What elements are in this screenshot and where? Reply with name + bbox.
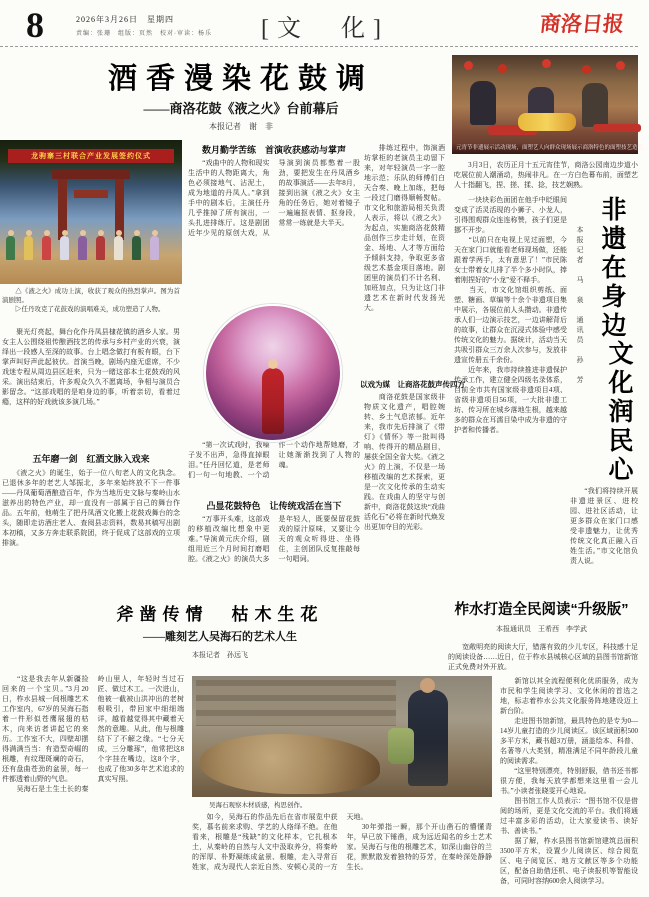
main-subhead-1: 数月勤学苦练 首演收获感动与掌声 (201, 145, 346, 155)
visitor-figures (470, 81, 496, 125)
performer-figure (132, 236, 141, 260)
main-subhead-3: 以戏为媒 让商洛花鼓声传四方 (360, 380, 465, 389)
reading-byline: 本报通讯员 王希西 李学武 (496, 625, 587, 633)
main-subhead-left: 五年磨一剑 红酒文脉入戏来 (32, 454, 150, 464)
page-number: 8 (26, 5, 44, 45)
header-divider (0, 46, 638, 47)
page-credits: 责编：张珊 组版：页然 校对·审读：杨乐 (76, 31, 212, 37)
carving-byline: 本报记者 孙远飞 (192, 651, 248, 659)
workshop-photo-caption: 吴海石观察木材质感，构思创作。 (196, 802, 307, 809)
carver-figure (408, 690, 448, 786)
carving-subtitle: ——雕刻艺人吴海石的艺术人生 (143, 631, 297, 643)
performer-figure (114, 236, 123, 260)
performer-figure (150, 236, 159, 260)
festival-photo-caption: 元宵节非遗展示活动现场，面塑艺人向群众现场展示商洛特色的面塑技艺造型。 (452, 143, 638, 154)
stage-photo-caption: △《液之火》成功上演，收获了观众的热烈掌声。图为首演剧照。 ▷任丹攻克了花鼓戏的演唱难关，成功塑造了人物。 (2, 288, 180, 313)
actress-circular-photo (204, 304, 342, 442)
heritage-right-column: “我们将持续开展非遗进景区、进校园、进社区活动，让更多群众在家门口感受非遗魅力，让优秀传统文化真正融入百姓生活。”市文化馆负责人说。 (570, 487, 638, 565)
heritage-vertical-title-1: 非遗在身边 (598, 196, 626, 341)
reading-text-column: 新馆以其全流程便利化优质服务，成为市民和学生阅读学习、文化休闲的首选之地，标志着柞水公共文化服务阵地建设迈上新台阶。 走进图书馆新馆，最具特色的是专为0—14岁儿童打造的少儿阅读区。该区域面积500多平方米，藏书超3万册，涵盖绘本、科普、名著等八大类别，精准满足不同年龄段儿童的阅读需求。 “这里特别漂亮，特别舒服，借书还书都很方便，我每天放学都想来这里看一会儿书。”小读者张晓雯开心地说。 图书馆工作人员表示：“图书馆不仅是借阅的场所，更是文化交流的平台。我们将通过丰富多彩的活动，让大家爱读书、读好书、善读书。” 据了解，柞水县图书馆新馆建筑总面积3500平方米，设置少儿阅读区、综合阅览区、电子阅览区、地方文献区等多个功能区，配备自助借还机、电子读报机等智能设备，可同时容纳600余人阅读学习。 (500, 677, 638, 885)
workshop-shelves (196, 680, 396, 726)
performer-figure (96, 236, 105, 260)
main-article-text-c1: 排练过程中，饰演酒坊掌柜的老演员主动留下来，对年轻演员一字一腔地示范；乐队的师傅们白天合奏、晚上加练，把每一段过门磨得顺畅熨帖。市文化和旅游局相关负责人表示，将以《液之火》为起点，实施商洛花鼓精品创作三步走计划，在资金、场地、人才等方面给予倾斜支持，争取更多省级艺术基金项目落地。剧团里的演员们不计名利、加班加点，只为让这门非遗艺术在新时代发扬光大。 (364, 144, 445, 312)
main-article-text-c2: 商洛花鼓是国家级非物质文化遗产，唱腔婉转、乡土气息浓郁。近年来，我市先后排演了《带灯》《情怀》等一批叫得响、传得开的精品剧目，屡获全国全省大奖。《液之火》的上演，不仅是一场移植改编的艺术探索，更是一次文化传承的生动实践。在戏曲人的坚守与创新中，商洛花鼓这块“戏曲活化石”必将在新时代焕发出更加夺目的光彩。 (364, 393, 445, 531)
performer-figure (60, 236, 69, 260)
page-date: 2026年3月26日 星期四 (76, 15, 174, 24)
stage-performance-photo (0, 140, 182, 284)
sack-shape (388, 728, 414, 764)
reading-headline: 柞水打造全民阅读“升级版” (454, 602, 629, 618)
heritage-left-column: 一块块彩色面团在他手中眨眼间变成了活灵活现的小狮子、小龙人，引得围观群众连连称赞，孩子们更是挪不开步。 “以前只在电视上见过面塑，今天在家门口就能看老师现场做，还能跟着学两手，太有意思了！”市民陈女士带着女儿排了半个多小时队，捧着刚捏好的“小龙”爱不释手。 当天，市文化馆组织剪纸、面塑、糖画、草编等十余个非遗项目集中展示，各展位前人头攒动。非遗传承人们一边演示技艺，一边讲解背后的故事，让群众在沉浸式体验中感受传统文化的魅力。据统计，活动当天共吸引群众三万余人次参与，发放非遗宣传册五千余份。 近年来，我市持续推进非遗保护传承工作，建立健全四级名录体系，目前全市共有国家级非遗项目4项、省级非遗项目56项，一大批非遗工坊、传习所在城乡落地生根，越来越多的群众在耳濡目染中成为非遗的守护者和传播者。 (454, 196, 567, 434)
performer-figure (78, 236, 87, 260)
main-subhead-2: 凸显花鼓特色 让传统戏活在当下 (206, 501, 342, 511)
festival-display-photo (452, 55, 649, 154)
performer-figure (6, 236, 15, 260)
carving-headline: 斧凿传情 枯木生花 (116, 605, 324, 624)
main-article-text-b: “万事开头难，这部戏的移植改编比想象中更难。”导演黄元庆介绍，剧组用近三个月时间打磨唱腔。《液之火》的演员大多是年轻人，既要保留花鼓戏的原汁原味，又要让今天的观众听得进、坐得住，主创团队反复推敲每一句唱词。 (188, 515, 360, 563)
dough-dragon-sculpture (518, 113, 576, 131)
main-article-text-a: “戏曲中的人物和现实生活中的人物距离大，角色必须接地气、沾泥土，成为地道的丹凤人。”拿到手中的剧本后，主演任丹几乎推掉了所有演出，一头扎进排练厅。这是剧团近年少见的原创大戏，从导演到演员都憋着一股劲，要把发生在丹凤酒乡的故事演活——去年8月，接到出演《液之火》女主角的任务后，她对着镜子一遍遍抠表情、抠身段，常常一练就是大半天。 (188, 159, 360, 237)
heritage-intro-text: 3月3日，农历正月十五元宵佳节，商洛公园南边步道小吃展位前人潮涌动，热闹非凡。在一方白色幕布前，面塑艺人十指翻飞，捏、搓、揉、捻，技艺娴熟。 (454, 161, 638, 189)
main-article-text-a2: “第一次试戏时，我嗓子发不出声，急得直掉眼泪。”任丹回忆道，是老师们一句一句地教、一个动作一个动作地帮她磨，才让她渐渐找到了人物的魂。 (188, 441, 360, 479)
newspaper-masthead: 商洛日报 (538, 12, 626, 36)
main-article-text-left-2: 《液之火》的诞生，始于一位八旬老人的文化执念。已退休多年的老艺人邹振北，多年来始终放不下一件事——丹凤葡萄酒酿造百年，作为当地历史文脉与秦岭山水滋养出的特色产业，却一直没有一部属于自己的舞台作品。五年前，他萌生了把丹凤酒文化搬上花鼓戏舞台的念头，随即走访酒庄老人、查阅县志资料，数易其稿写出剧本初稿，又多方奔走联系院团，终于促成了这部戏的立项排演。 (2, 469, 180, 547)
carving-text-columns-bottom: 如今，吴海石的作品先后在省市展览中获奖，慕名前来求购、学艺的人络绎不绝。在他看来，根雕是“残缺”的文化样本，它扎根本土，从秦岭的自然与人文中汲取养分，将秦岭的浑厚、朴野凝练成盆景、根雕，走入寻常百姓家，成为现代人亲近自然、安顿心灵的一方天地。 30年弹指一瞬，那个开山凿石的懵懂青年，早已放下锤凿，成为远近闻名的乡土艺术家。吴海石与他的根雕艺术，如深山幽谷的兰花，默默散发着独特的芬芳，在秦岭深处静静生长。 (192, 813, 492, 871)
section-title: [文 化] (261, 16, 389, 42)
lantern-decorations (464, 61, 473, 70)
main-article-text-left-1: 聚光灯亮起，舞台化作丹凤县棣花镇的酒乡人家。男女主人公围绕祖传酿酒技艺的传承与乡村产业的兴衰，演绎出一段感人至深的故事。台上唱念做打有板有眼，台下掌声叫好声此起彼伏。首演当晚，剧场内座无虚席，不少戏迷专程从周边县区赶来，只为一睹这部本土花鼓戏的风采。演出结束后，许多观众久久不愿离场，争相与演员合影留念。“这部戏唱的是咱身边的事，听着亲切，看着过瘾，这样的好戏就该多演几场。” (2, 328, 180, 406)
main-byline: 本报记者 谢 非 (209, 122, 273, 131)
actress-figure (262, 368, 284, 434)
stage-banner-text: 龙驹寨三村联合产业发展签约仪式 (8, 149, 174, 163)
reading-intro-text: 宽敞明亮的阅读大厅，错落有致的少儿专区，科技感十足的阅读设备……近日，位于柞水县城核心区域的县图书馆新馆正式免费对外开放。 (448, 643, 638, 671)
wood-root-shape (200, 734, 380, 794)
performers-figures (6, 228, 178, 260)
performer-figure (24, 236, 33, 260)
carving-text-columns-left: “这是我去年从新疆捡回来的一个宝贝。”3月20日，柞水县城一间根雕艺术工作室内，67岁的吴海石指着一件形似苍鹰展翅的枯木，向来访者讲起它的来历。工作室不大，四壁却摆得满满当当：有造型奇崛的根雕，有纹理斑斓的奇石，还有盘曲苍劲的盆景，每一件都透着山野的气息。 吴海石是土生土长的秦岭山里人，年轻时当过石匠、做过木工。一次进山，他被一截被山洪冲出的老树根吸引，带回家中细细端详，越看越觉得其中藏着天然的意趣。从此，他与根雕结下了不解之缘。“七分天成，三分雕琢”，他常把这8个字挂在嘴边，这8个字，也成了他30多年艺术追求的真实写照。 (2, 675, 184, 793)
heritage-vertical-title-2: 文化润民心 (605, 340, 633, 485)
main-headline: 酒香漫染花鼓调 (107, 63, 374, 95)
heritage-vertical-byline: 本报记者 马 泉 通讯员 孙 芳 (576, 226, 584, 386)
workshop-photo (192, 676, 492, 797)
performer-figure (42, 236, 51, 260)
main-subtitle: ——商洛花鼓《液之火》台前幕后 (143, 101, 339, 116)
